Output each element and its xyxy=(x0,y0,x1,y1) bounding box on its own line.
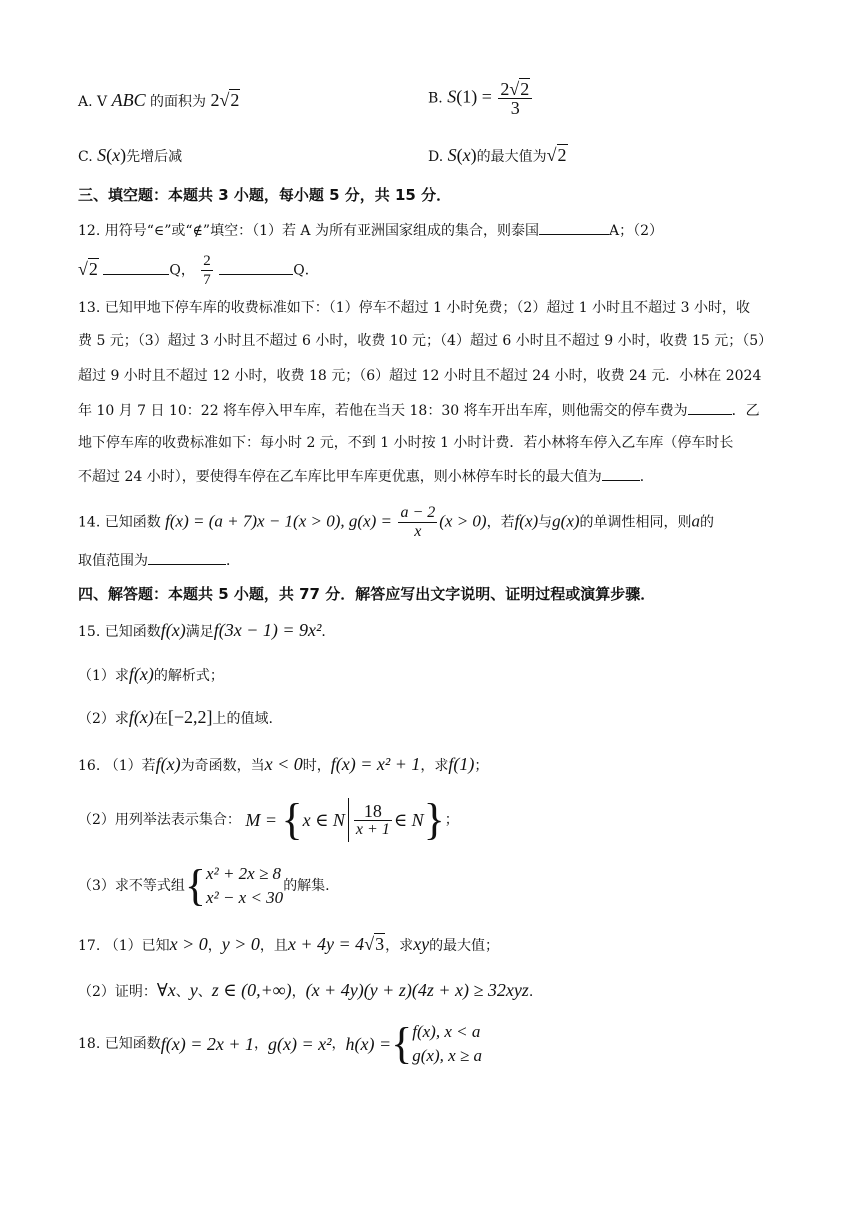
q14-and: 与 xyxy=(538,514,553,531)
set-bar-icon xyxy=(348,798,349,842)
q17-part-1: 17. （1）已知x > 0，y > 0，且x + 4y = 4√3，求xy的最大值； xyxy=(78,934,500,954)
q18-piecewise: f(x), x < a g(x), x ≥ a xyxy=(412,1022,482,1065)
q16-p1-cond: x < 0 xyxy=(264,754,303,774)
q14-definition: f(x) = (a + 7)x − 1(x > 0), g(x) = xyxy=(165,511,392,531)
option-a-triangle-mark: V xyxy=(97,94,108,110)
q16-p1-eq: f(x) = x² + 1 xyxy=(330,754,421,774)
q18-h-lhs: h(x) = xyxy=(345,1034,392,1054)
q13-line-3: 超过 9 小时且不超过 12 小时，收费 18 元；（6）超过 12 小时且不超过 24 小时，收费 24 元．小林在 2024 xyxy=(78,368,762,384)
q15-p1-b: 的解析式； xyxy=(153,668,224,684)
q14-fraction: $\frac{a - 2}{x}$ xyxy=(400,504,436,540)
q16-p3-a: （3）求不等式组 xyxy=(78,878,185,894)
q12-blank-2 xyxy=(103,260,169,275)
q17-p1-e: 的最大值； xyxy=(429,938,500,954)
q15-part-1 xyxy=(78,664,800,686)
section-4-heading: 四、解答题：本题共 5 小题，共 77 分．解答应写出文字说明、证明过程或演算步骤． xyxy=(78,585,656,603)
option-d-rad: 2 xyxy=(557,145,567,165)
q12-sqrt: √2 xyxy=(78,258,98,279)
q16-part-3 xyxy=(78,862,800,914)
right-brace-icon: } xyxy=(423,795,445,844)
q16-p3-b: 的解集. xyxy=(283,878,330,894)
piecewise-brace-icon: { xyxy=(391,1019,413,1068)
option-c-arg: x xyxy=(112,145,121,165)
sqrt-sign-icon: √2 xyxy=(219,90,240,110)
option-b-fraction: $\frac{2√2}{3}$ xyxy=(498,80,532,117)
q16-p1-b: 为奇函数，当 xyxy=(180,758,265,774)
option-b-arg: 1 xyxy=(462,86,472,107)
q15-p1-a: （1）求 xyxy=(78,668,129,684)
q14-domain: (x > 0) xyxy=(439,511,487,531)
q15-p2-c: 上的值域. xyxy=(212,711,273,727)
option-b-num-rad: 2 xyxy=(520,79,530,99)
q17-p1-b: ， xyxy=(207,938,222,954)
q12-text-1: 12. 用符号“∈”或“∉”填空：（1）若 A 为所有亚洲国家组成的集合，则泰国 xyxy=(78,223,539,239)
q17-p2-end: . xyxy=(528,984,534,1000)
q16-part-2 xyxy=(78,795,800,848)
q13-line-6 xyxy=(78,466,800,487)
q15-p2-b: 在 xyxy=(153,711,168,727)
q16-p2-a: （2）用列举法表示集合： xyxy=(78,812,241,828)
q17-p2-s2: 、 xyxy=(197,984,212,1000)
q15-p1-fx: f(x) xyxy=(128,664,154,684)
q15-line-1 xyxy=(78,620,800,642)
q16-p2-M: M = xyxy=(245,810,278,830)
q15-p2-interval: [−2,2] xyxy=(167,707,213,727)
option-b-den: 3 xyxy=(510,98,520,118)
q14-de: 的 xyxy=(700,514,715,531)
q17-p2-ineq: (x + 4y)(y + z)(4z + x) ≥ 32xyz xyxy=(305,980,529,1000)
q14-fx: f(x) xyxy=(514,511,539,531)
q16-p1-f1: f(1) xyxy=(448,754,475,774)
q16-p1-d: ，求 xyxy=(420,758,449,774)
q16-p2-fraction: $\frac{18}{x + 1}$ xyxy=(355,800,390,838)
q13-text-4a: 年 10 月 7 日 10：22 将车停入甲车库，若他在当天 18：30 将车开出车库，则他需交的停车费为 xyxy=(78,403,688,419)
option-b: B. S(1) = $\frac{2√2}{3}$ xyxy=(428,80,800,117)
q18-line xyxy=(78,1020,800,1072)
q13-text-6a: 不超过 24 小时），要使得车停在乙车库比甲车库更优惠，则小林停车时长的最大值为 xyxy=(78,469,602,485)
q17-part-2 xyxy=(78,980,800,1002)
q17-p1-c2: y > 0 xyxy=(221,934,260,954)
q15-eq: f(3x − 1) = 9x² xyxy=(213,620,322,640)
q14-gx: g(x) xyxy=(552,511,580,531)
q17-p1-c: ，且 xyxy=(259,938,288,954)
system-brace-icon: { xyxy=(184,861,207,910)
q12-blank-3 xyxy=(219,260,293,275)
option-d-text: 的最大值为 xyxy=(476,149,547,165)
q12-fraction: $\frac{2}{7}$ xyxy=(203,253,211,288)
q18-pre: 18. 已知函数 xyxy=(78,1036,161,1052)
q14-line-1 xyxy=(78,504,800,541)
option-d: D. S(x)的最大值为√2 xyxy=(428,145,567,165)
q14-pre: 14. 已知函数 xyxy=(78,514,161,531)
q13-line-1: 13. 已知甲地下停车库的收费标准如下：（1）停车不超过 1 小时免费；（2）超过 1 小时且不超过 3 小时，收 xyxy=(78,300,750,316)
q15-mid: 满足 xyxy=(185,624,214,640)
q14-a: a xyxy=(691,511,701,531)
left-brace-icon: { xyxy=(281,795,303,844)
q18-s2: ， xyxy=(331,1036,346,1052)
option-c: C. S(x)先增后减 xyxy=(78,145,183,165)
option-d-label: D. xyxy=(428,149,444,165)
q16-part-1 xyxy=(78,754,800,776)
q16-p1-a: 16. （1）若 xyxy=(78,758,156,774)
q15-fx: f(x) xyxy=(160,620,186,640)
q12-text-2: A；（2） xyxy=(609,223,664,239)
option-a-math: ABC xyxy=(111,90,146,110)
q13-blank-1 xyxy=(688,400,732,415)
option-b-num-coef: 2 xyxy=(500,79,510,99)
option-d-fn: S xyxy=(447,145,457,165)
option-b-fn: S xyxy=(447,86,457,107)
q12-blank-1 xyxy=(539,220,609,235)
q13-line-4 xyxy=(78,400,800,421)
q17-p1-c1: x > 0 xyxy=(169,934,208,954)
q14-blank xyxy=(148,550,226,565)
q17-p1-xy: xy xyxy=(413,934,430,954)
q17-p2-a: （2）证明： xyxy=(78,984,157,1000)
q12-q-1: Q， xyxy=(169,262,195,279)
q16-p1-fx: f(x) xyxy=(155,754,181,774)
q17-p1-d: ，求 xyxy=(385,938,414,954)
q13-blank-2 xyxy=(602,466,640,481)
option-a-text: 的面积为 xyxy=(150,94,207,110)
q17-p2-s1: 、 xyxy=(175,984,190,1000)
q13-line-2: 费 5 元；（3）超过 3 小时且不超过 6 小时，收费 10 元；（4）超过 6 小时且不超过 9 小时，收费 15 元；（5） xyxy=(78,333,773,349)
q15-end: ． xyxy=(321,624,336,640)
option-b-label: B. xyxy=(428,90,443,107)
option-a-value: 2√2 xyxy=(210,90,240,110)
q12-line-1 xyxy=(78,220,800,241)
q14-text-2a: 取值范围为 xyxy=(78,553,148,569)
option-c-label: C. xyxy=(78,149,93,165)
option-a-label: A. xyxy=(78,94,93,110)
q15-p2-a: （2）求 xyxy=(78,711,129,727)
q12-line-2 xyxy=(78,252,800,289)
q17-p1-eq: x + 4y = 4 xyxy=(287,934,365,954)
q18-f-eq: f(x) = 2x + 1 xyxy=(160,1034,254,1054)
q17-p2-b: ， xyxy=(291,984,306,1000)
q14-line-2 xyxy=(78,550,800,571)
option-c-fn: S xyxy=(97,145,107,165)
q14-post: 的单调性相同，则 xyxy=(579,514,692,531)
q13-line-5: 地下停车库的收费标准如下：每小时 2 元，不到 1 小时按 1 小时计费．若小林将车停入乙车库（停车时长 xyxy=(78,435,734,451)
q15-p2-fx: f(x) xyxy=(128,707,154,727)
q16-p1-c: 时， xyxy=(302,758,331,774)
q17-p2-z: z ∈ (0,+∞) xyxy=(211,980,292,1000)
q13-text-6b: ． xyxy=(639,469,654,485)
q17-p2-y: y xyxy=(189,980,198,1000)
q14-mid: ，若 xyxy=(486,514,515,531)
q16-p2-in: ∈ N xyxy=(393,810,424,830)
q18-g-eq: g(x) = x² xyxy=(267,1034,332,1054)
option-d-arg: x xyxy=(462,145,471,165)
q15-part-2 xyxy=(78,707,800,729)
q16-p2-end: ； xyxy=(444,812,459,828)
q18-s1: ， xyxy=(253,1036,268,1052)
q17-p1-rad: 3 xyxy=(375,934,385,954)
q16-p3-system: x² + 2x ≥ 8 x² − x < 30 xyxy=(206,864,284,907)
q16-p1-e: ； xyxy=(474,758,489,774)
option-c-text: 先增后减 xyxy=(126,149,183,165)
q16-p2-element: x ∈ N xyxy=(302,810,345,830)
q12-q-2: Q． xyxy=(293,262,319,279)
q13-text-4b: ．乙 xyxy=(731,403,760,419)
q14-text-2b: ． xyxy=(226,553,240,569)
q15-pre: 15. 已知函数 xyxy=(78,624,161,640)
section-3-heading: 三、填空题：本题共 3 小题，每小题 5 分，共 15 分． xyxy=(78,186,452,204)
q17-p1-a: 17. （1）已知 xyxy=(78,938,170,954)
q17-p2-all: ∀x xyxy=(156,980,176,1000)
